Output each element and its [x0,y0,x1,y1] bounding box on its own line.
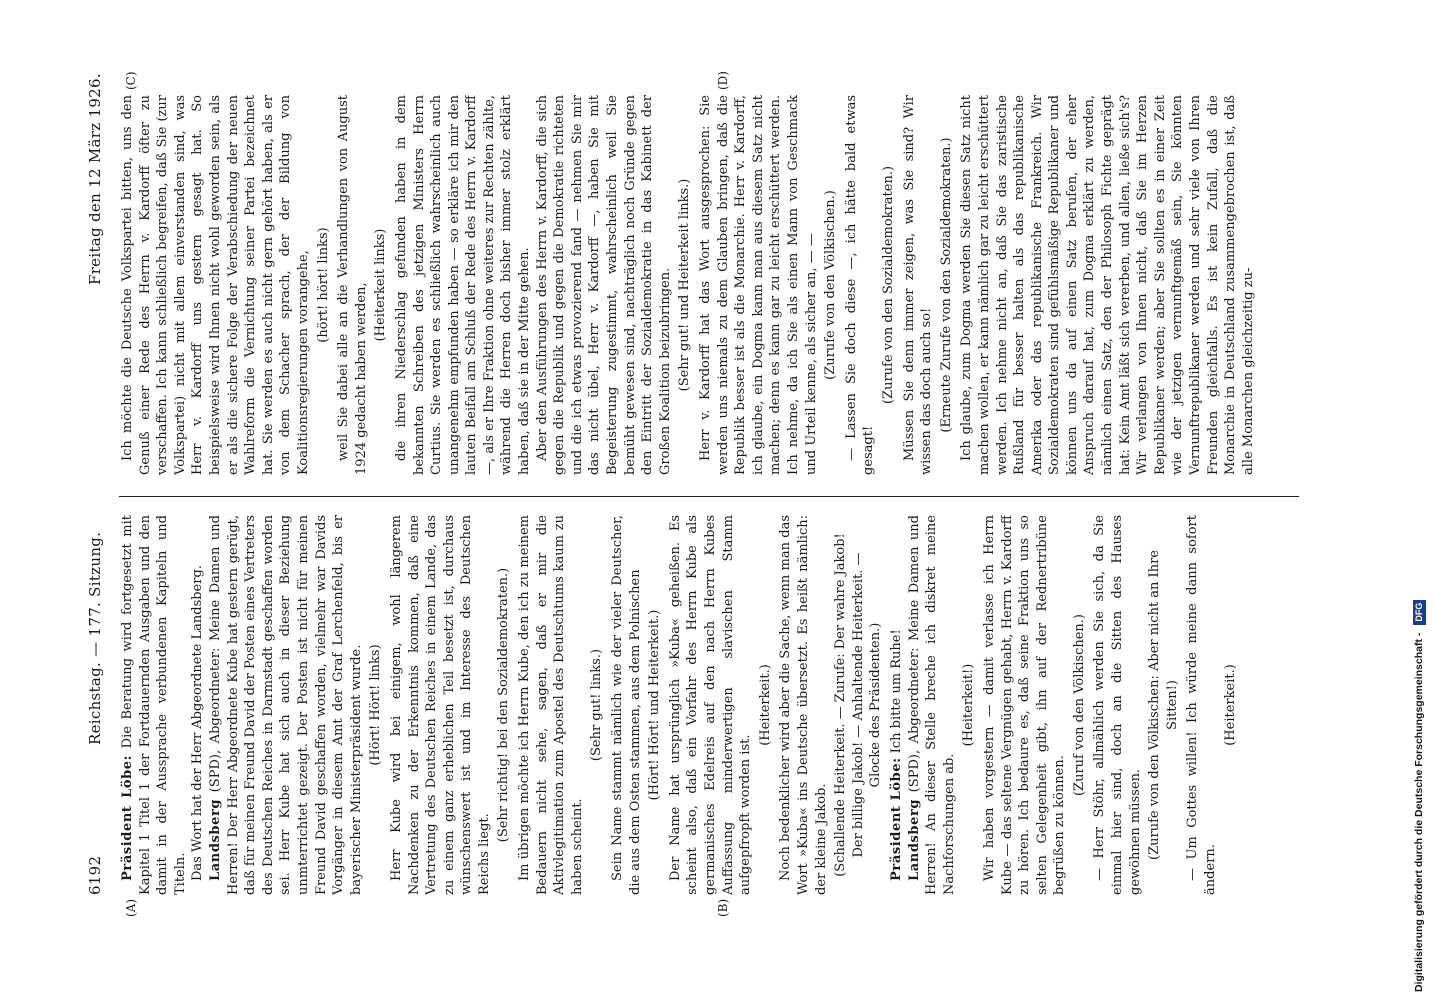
speaker-name: Präsident Löbe: [120,754,135,881]
margin-mark-c: (C) [124,71,138,90]
paragraph: — Um Gottes willen! Ich würde meine dann sofort ändern. [1185,515,1219,895]
session-title: Reichstag. — 177. Sitzung. [86,531,104,745]
speaker-paragraph [906,515,959,895]
paragraph: weil Sie dabei alle an die Verhandlungen von August 1924 gedacht haben werden, [336,95,369,475]
interjection: (Zurufe von den Völkischen.) [823,190,839,380]
margin-mark-b: (B) [716,898,730,917]
interjection: (hört! hört! links) [315,227,331,343]
interjection: (Zuruf von den Völkischen.) [1071,614,1087,797]
paragraph: Herr Kube wird bei einigem, wohl längerem Nachdenken zu der Erkenntnis kommen, daß eine Vertretung des Deutschen Reiches in einem Lande, das zu einem ganz erheblichen Teil besetzt ist, durchaus wünschenswert ist und im Interesse des Deutschen Reichs liegt. [388,515,492,895]
paragraph: Müssen Sie denn immer zeigen, was Sie sind? Wir wissen das doch auch so! [901,95,935,475]
paragraph: Das Wort hat der Herr Abgeordnete Landsberg. [190,565,206,881]
paragraph: Aber den Ausführungen des Herrn v. Kardorff, die sich gegen die Republik und gegen die Demokratie richteten und die ich etwas provozierend fand — nehmen Sie mir das nicht übel, Herr v. Kardorff —, haben Sie mit Begeisterung zugestimmt, wahrscheinlich weil Sie bemüht gewesen sind, nachträglich noch Gründe gegen den Eintritt der Sozialdemokratie in das Kabinett der Großen Koalition beizubringen. [534,95,673,475]
interjection: (Heiterkeit links) [373,228,389,342]
speaker-name: Landsberg [207,798,223,881]
session-date: Freitag den 12 März 1926. [86,73,104,285]
interjection: (Zurufe von den Sozialdemokraten.) [880,165,896,405]
speaker-name: Präsident Löbe: [888,757,904,881]
interjection: (Sehr richtig! bei den Sozialdemokraten.) [496,567,512,843]
page-number-left: 6192 [86,855,104,895]
margin-mark-a: (A) [124,898,138,917]
document-page [85,71,1305,917]
paragraph: die ihren Niederschlag gefunden haben in dem bekannten Schreiben des jetzigen Ministers Herrn Curtius. Sie werden es schließlich wahrscheinlich auch unangenehm empfunden haben — so erkläre ich mir den lauten Beifall am Schluß der Rede des Herrn v. Kardorff —, als er Ihre Fraktion ohne weiteres zur Rechten zählte, während die Herren doch bisher immer stolz erklärt haben, daß sie in der Mitte gehen. [393,95,533,475]
funding-text: Digitalisierung gefördert durch die Deutsche Forschungsgemeinschaft - [1413,632,1425,992]
speaker-name: Landsberg [906,798,922,881]
paragraph: Sein Name stammt nämlich wie der vieler Deutscher, die aus dem Osten stammen, aus dem Polnischen [610,515,643,895]
speech-text: Ich bitte um Ruhe! [888,629,904,754]
interjection: (Heiterkeit.) [1222,664,1238,746]
interjection: (Sehr gut! und Heiterkeit links.) [677,178,693,392]
text-column-left [119,515,1299,895]
paragraph: Herr v. Kardorff hat das Wort ausgesprochen: Sie werden uns niemals zu dem Glauben bringen, daß die Republik besser ist als die Monarchie. Herr v. Kardorff, ich glaube, ein Dogma kann man aus diesem Satz nicht machen; denn es kann gar zu leicht erschüttert werden. Ich nehme, da ich Sie als einen Mann von Geschmack und Urteil kenne, als sicher an, — — [698,95,819,475]
speaker-paragraph [207,515,365,895]
interjection: (Heiterkeit!) [961,663,977,747]
paragraph: Der Name hat ursprünglich »Kuba« geheißen. Es scheint also, daß ein Vorfahr des Herrn Kube als germanisches Edelreis auf den nach Herrn Kubes Auffassung minderwertigen slavischen Stamm aufgepfropft worden ist. [667,515,754,895]
interjection: (Sehr gut! links.) [589,648,605,762]
speech-text: Die Beratung wird fortgesetzt mit Kapitel 1 Titel 1 der Fortdauernden Ausgaben und den damit in der Aussprache verbundenen Kapiteln und Titeln. [120,515,188,895]
speech-text: (SPD), Abgeordneter: Meine Damen und Herren! An dieser Stelle breche ich diskret meine Nachforschungen ab. [906,515,957,895]
speech-text: (SPD), Abgeordneter: Meine Damen und Herren! Der Herr Abgeordnete Kube hat gestern gerügt, daß für meinen Freund David der Posten eines Vertreters des Deutschen Reiches in Darmstadt geschaffen worden sei. Herr Kube hat sich auch in dieser Beziehung unmterrichtet gezeigt. Der Posten ist nicht für meinen Freund David geschaffen worden, vielmehr war Davids Vorgänger in diesem Amt der Graf Lerchenfeld, bis er bayerischer Ministerpräsident wurde. [207,515,364,895]
margin-mark-d: (D) [716,71,730,90]
interjection: (Zurufe von den Völkischen: Aber nicht an Ihre Sitten!) [1147,550,1180,860]
interjection: (Schallende Heiterkeit. — Zurufe: Der wahre Jakob! Der billige Jakob! — Anhaltende Heiterkeit. — Glocke des Präsidenten.) [833,533,884,877]
dfg-logo: DFG [1413,600,1426,625]
interjection: (Heiterkeit.) [757,664,773,746]
paragraph: — Lassen Sie doch diese —, ich hätte bald etwas gesagt! [843,95,877,475]
paragraph: Ich glaube, zum Dogma werden Sie diesen Satz nicht machen wollen, er kann nämlich gar zu leicht erschüttert werden. Ich nehme nicht an, daß Sie das zaristische Rußland für besser halten als das republikanische Amerika oder das republikanische Frankreich. Wir Sozialdemokraten sind gefühlsmäßige Republikaner und können uns da auf einen Satz berufen, der eher Anspruch darauf hat, zum Dogma erklärt zu werden, nämlich einen Satz, den der Philosoph Fichte geprägt hat: Kein Amt läßt sich vererben, und allen, ließe sich's? Wir verlangen von Ihnen nicht, daß Sie im Herzen Republikaner werden; aber Sie sollten es in einer Zeit wie der jetzigen vernunftgemäß sein, Sie könnten Vernunftrepublikaner werden und sehr viele von Ihren Freunden gleichfalls. Es ist kein Zufall, daß die Monarchie in Deutschland zusammengebrochen ist, daß alle Monarchen gleichzeitig zu- [959,95,1256,475]
column-divider [119,496,1299,497]
text-column-right [119,95,1299,475]
paragraph: Wir haben vorgestern — damit verlasse ich Herrn Kube — das seltene Vergnügen gehabt, Herrn v. Kardorff zu hören. Ich bedaure es, daß seine Fraktion uns so selten Gelegenheit gibt, ihn auf der Rednertribüne begrüßen zu können. [981,515,1068,895]
funding-note [1412,2,1426,992]
interjection: (Hört! Hört! links) [368,644,384,766]
interjection: (Erneute Zurufe von den Sozialdemokraten.) [938,137,954,433]
paragraph: — Herr Stöhr, allmählich werden Sie sich, da Sie einmal hier sind, doch an die Sitten des Hauses gewöhnen müssen. [1092,515,1143,895]
running-header [85,73,111,895]
paragraph: Im übrigen möchte ich Herrn Kube, den ich zu meinem Bedauern nicht sehe, sagen, daß er mir die Aktivlegitimation zum Apostel des Deutschtums kaum zu haben scheint. [517,515,585,895]
paragraph: Noch bedenklicher wird aber die Sache, wenn man das Wort »Kuba« ins Deutsche übersetzt. Es heißt nämlich: der kleine Jakob. [778,515,829,895]
interjection: (Hört! Hört! und Heiterkeit.) [647,609,663,801]
paragraph: Ich möchte die Deutsche Volkspartei bitten, uns den Genuß einer Rede des Herrn v. Kardorff öfter zu verschaffen. Ich kann schließlich begreifen, daß Sie (zur Volkspartei) nicht mit allem einverstanden sind, was Herr v. Kardorff uns gestern gesagt hat. So beispielsweise wird Ihnen nicht wohl geworden sein, als er als die sichere Folge der Verabschiedung der neuen Wahlreform die Vernichtung seiner Partei bezeichnet hat. Sie werden es auch nicht gern gehört haben, als er von dem Schacher sprach, der der Bildung von Koalitionsregierungen vorangehe, [120,95,311,475]
speaker-paragraph [119,515,189,895]
speaker-paragraph [888,515,906,895]
